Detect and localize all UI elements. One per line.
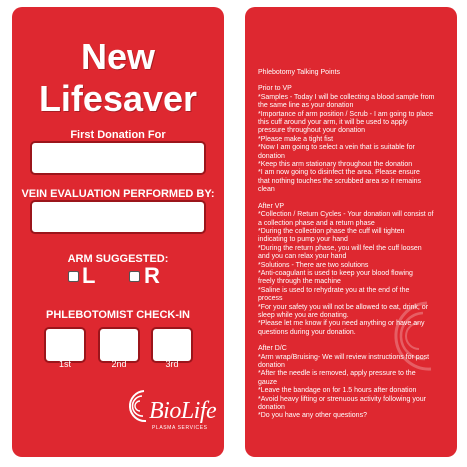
talking-point-line: *During the return phase, you will feel the cuff loosen xyxy=(258,244,422,252)
talking-point-line: *For your safety you will not be allowed to eat, drink, or xyxy=(258,303,429,311)
phlebotomist-checkin-label: PHLEBOTOMIST CHECK-IN xyxy=(45,309,191,321)
checkin-label-1: 1st xyxy=(58,359,71,369)
talking-point-line: *Keep this arm stationary throughout the donation xyxy=(258,161,413,169)
arm-right-letter: R xyxy=(144,263,160,288)
talking-point-line: indicating to pump your hand xyxy=(258,236,348,244)
talking-point-line: After VP xyxy=(258,202,285,210)
talking-points-list xyxy=(258,85,454,420)
talking-point-line: the same line as your donation xyxy=(258,102,354,110)
talking-point-line: *Avoid heavy lifting or strenuous activity following your xyxy=(258,395,426,403)
arm-suggested-label: ARM SUGGESTED: xyxy=(67,253,169,265)
talking-point-line: sleep while you are donating. xyxy=(258,311,349,319)
talking-point-line: *Solutions - There are two solutions xyxy=(258,261,369,269)
talking-point-line: *During the collection phase the cuff will tighten xyxy=(258,227,405,235)
talking-point-line: *Arm wrap/Bruising- We will review instructions for post xyxy=(258,353,430,361)
talking-point-line: Prior to VP xyxy=(258,85,292,93)
talking-point-line: a collection phase and a return phase xyxy=(258,219,375,227)
talking-point-line: donation xyxy=(258,152,285,160)
back-card xyxy=(245,7,457,457)
checkin-label-2: 2nd xyxy=(111,359,127,369)
talking-point-line: *Do you have any other questions? xyxy=(258,412,367,420)
title-line-1: New xyxy=(80,36,156,77)
talking-point-line: donation xyxy=(258,362,285,369)
vein-evaluation-box[interactable] xyxy=(30,200,206,234)
checkin-box-3[interactable] xyxy=(151,327,193,363)
checkin-box-2[interactable] xyxy=(98,327,140,363)
talking-point-line: pressure throughout your donation xyxy=(258,127,366,135)
title-line-2: Lifesaver xyxy=(38,78,198,119)
talking-point-line: *Saline is used to rehydrate you at the end of the xyxy=(258,286,410,294)
talking-point-line: clean xyxy=(258,186,275,194)
talking-point-line: that nothing touches the scrubbed area so it remains xyxy=(258,177,422,185)
talking-point-line: *Samples - Today I will be collecting a blood sample from xyxy=(258,93,435,101)
talking-point-line: *Leave the bandage on for 1.5 hours after donation xyxy=(258,387,417,395)
talking-point-line xyxy=(258,195,454,203)
talking-points-heading: Phlebotomy Talking Points xyxy=(258,69,340,76)
talking-point-line: *Importance of arm position / Scrub - I am going to place xyxy=(258,110,434,118)
checkin-box-1[interactable] xyxy=(44,327,86,363)
arm-right-checkbox[interactable] xyxy=(129,271,140,282)
talking-point-line: donation xyxy=(258,404,285,412)
talking-point-line: *I am now going to disinfect the area. Please ensure xyxy=(258,169,420,177)
talking-point-line: *Anti-coagulant is used to keep your blood flowing xyxy=(258,269,413,277)
talking-point-line xyxy=(258,337,454,345)
talking-point-line: process xyxy=(258,295,283,303)
talking-point-line: *Collection / Return Cycles - Your donation will consist of xyxy=(258,211,434,219)
first-donation-label: First Donation For xyxy=(70,129,166,141)
talking-point-line: freely through the machine xyxy=(258,278,341,286)
talking-point-line: After D/C xyxy=(258,345,287,353)
talking-point-line: this cuff around your arm, it will be used to apply xyxy=(258,119,408,127)
arm-left-letter: L xyxy=(82,263,96,288)
talking-point-line: *After the needle is removed, apply pressure to the xyxy=(258,370,416,378)
talking-point-line: *Please make a tight fist xyxy=(258,135,334,143)
front-card xyxy=(12,7,224,457)
vein-evaluation-label: VEIN EVALUATION PERFORMED BY: xyxy=(21,188,215,200)
talking-point-line: *Please let me know if you need anything or have any xyxy=(258,320,425,328)
talking-point-line: questions during your donation. xyxy=(258,328,356,336)
talking-point-line: gauze xyxy=(258,378,278,386)
checkin-label-3: 3rd xyxy=(165,359,179,369)
talking-point-line: *Now I am going to select a vein that is suitable for xyxy=(258,144,415,152)
talking-points xyxy=(258,69,454,421)
biolife-logo-subtitle: PLASMA SERVICES xyxy=(152,425,208,431)
first-donation-box[interactable] xyxy=(30,141,206,175)
talking-point-line: and you can relax your hand xyxy=(258,253,347,261)
arm-left-checkbox[interactable] xyxy=(68,271,79,282)
biolife-logo-text: BioLife xyxy=(149,398,217,424)
